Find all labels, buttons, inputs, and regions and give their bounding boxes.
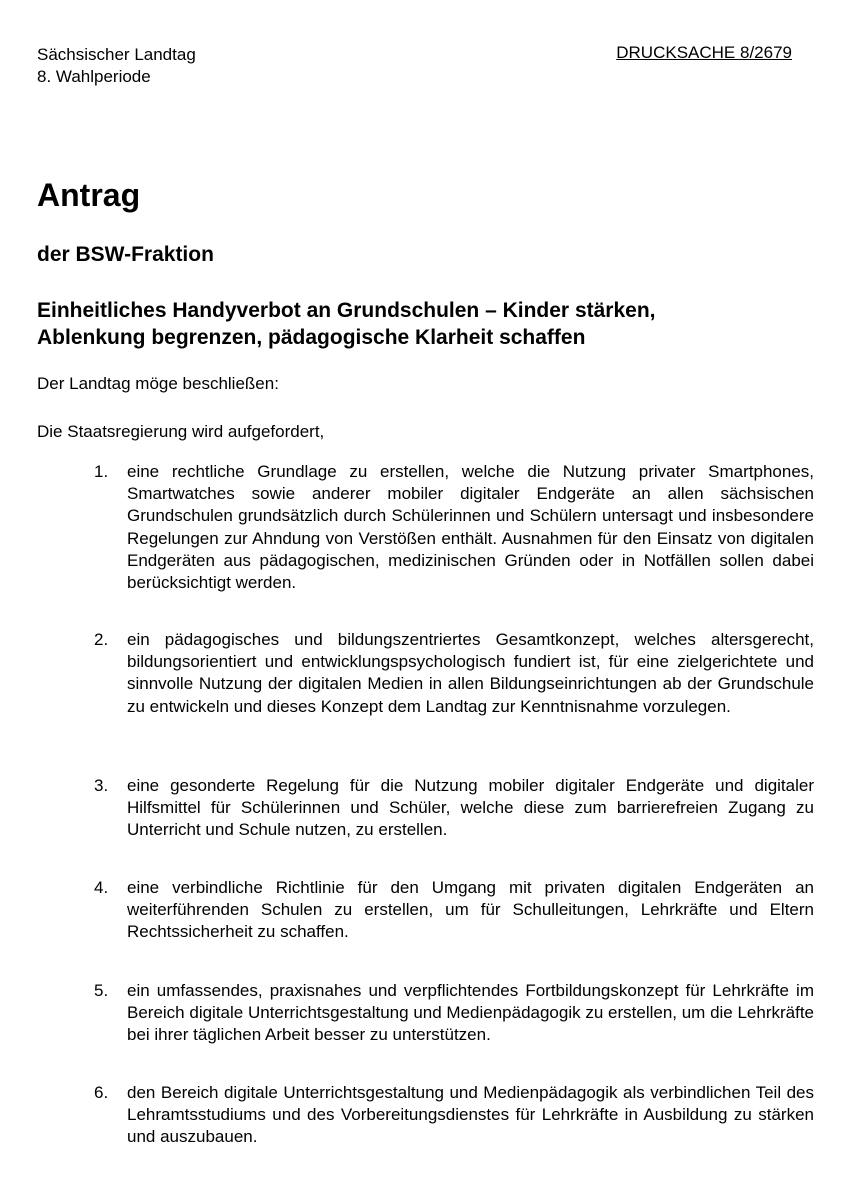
list-item-number: 5.: [94, 981, 109, 1000]
motion-subject-line-1: Einheitliches Handyverbot an Grundschulen – Kinder stärken,: [37, 299, 656, 322]
resolution-lead: Die Staatsregierung wird aufgefordert,: [37, 422, 325, 441]
list-item-text: ein umfassendes, praxisnahes und verpflichtendes Fortbildungskonzept für Lehrkräfte im Bereich digitale Unterrichtsgestaltung und Medienpädagogik zu erstellen, um die Lehrkräfte bei ihrer täglichen Arbeit besser zu unterstützen.: [127, 981, 815, 1045]
document-number: DRUCKSACHE 8/2679: [616, 43, 792, 62]
motion-subject-line-2: Ablenkung begrenzen, pädagogische Klarheit schaffen: [37, 326, 586, 349]
list-item-text: den Bereich digitale Unterrichtsgestaltung und Medienpädagogik als verbindlichen Teil des Lehramtsstudiums und des Vorbereitungsdienstes für Lehrkräfte in Ausbildung zu stärken und auszubauen.: [127, 1083, 814, 1147]
list-item: [94, 629, 814, 718]
list-item-text: eine verbindliche Richtlinie für den Umgang mit privaten digitalen Endgeräten an weiterführenden Schulen zu erstellen, um für Schulleitungen, Lehrkräfte und Eltern Rechtssicherheit zu schaffen.: [127, 878, 814, 942]
institution-name: Sächsischer Landtag: [37, 45, 196, 64]
resolution-intro: Der Landtag möge beschließen:: [37, 374, 279, 393]
list-item: [94, 1082, 814, 1149]
list-item-number: 1.: [94, 462, 109, 481]
list-item: [94, 775, 814, 842]
list-item-text: ein pädagogisches und bildungszentriertes Gesamtkonzept, welches altersgerecht, bildungsorientiert und entwicklungspsychologisch fundiert ist, für eine zielgerichtete und sinnvolle Nutzung der digitalen Medien in allen Bildungseinrichtungen ab der Grundschule zu entwickeln und dieses Konzept dem Landtag zur Kenntnisnahme vorzulegen.: [127, 630, 814, 716]
document-title: Antrag: [37, 177, 141, 213]
legislative-period: 8. Wahlperiode: [37, 67, 151, 86]
document-header-left: [37, 44, 196, 88]
list-item-number: 6.: [94, 1083, 109, 1102]
list-item: [94, 980, 814, 1047]
list-item-number: 3.: [94, 776, 109, 795]
list-item: [94, 461, 814, 594]
list-item-number: 2.: [94, 630, 109, 649]
list-item-text: eine rechtliche Grundlage zu erstellen, welche die Nutzung privater Smartphones, Smartwatches sowie anderer mobiler digitaler Endgeräte an allen sächsischen Grundschulen grundsätzlich durch Schülerinnen und Schülern untersagt und insbesondere Regelungen zur Ahndung von Verstößen enthält. Ausnahmen für den Einsatz von digitalen Endgeräten aus pädagogischen, medizinischen Gründen oder in Notfällen sollen dabei berücksichtigt werden.: [127, 462, 814, 593]
submitter: der BSW-Fraktion: [37, 243, 214, 266]
list-item: [94, 877, 814, 944]
motion-subject: [37, 297, 817, 351]
list-item-number: 4.: [94, 878, 109, 897]
list-item-text: eine gesonderte Regelung für die Nutzung mobiler digitaler Endgeräte und digitaler Hilfsmittel für Schülerinnen und Schüler, welche diese zum barrierefreien Zugang zu Unterricht und Schule nutzen, zu erstellen.: [127, 776, 814, 840]
